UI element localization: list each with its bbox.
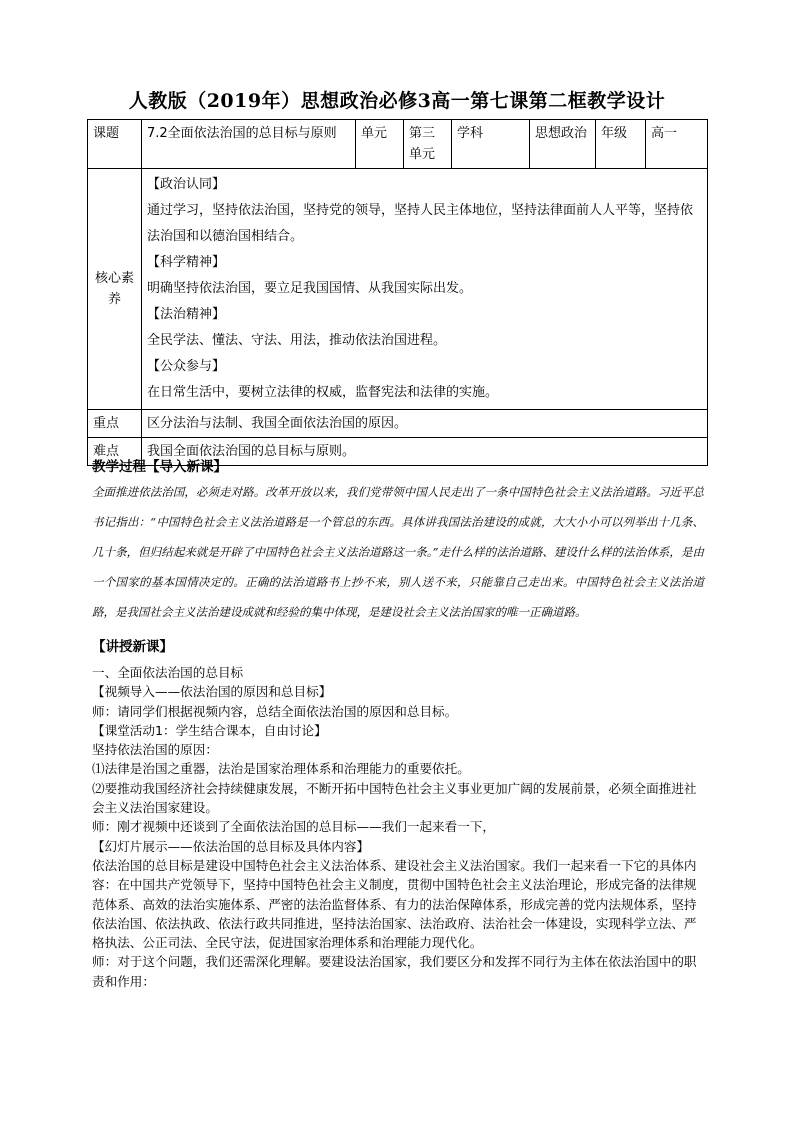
core-line: 全民学法、懂法、守法、用法，推动依法治国进程。 — [147, 333, 447, 348]
body-line: 师：请同学们根据视频内容，总结全面依法治国的原因和总目标。 — [92, 703, 458, 719]
table-row-key — [88, 410, 708, 438]
process-heading: 教学过程【导入新课】 — [92, 459, 227, 475]
key-label: 重点 — [88, 410, 142, 438]
core-line: 【科学精神】 — [147, 255, 226, 270]
core-label: 核心素养 — [88, 169, 142, 410]
topic-value: 7.2全面依法治国的总目标与原则 — [142, 120, 356, 169]
key-value: 区分法治与法制、我国全面依法治国的原因。 — [142, 410, 708, 438]
body-line: 【视频导入——依法治国的原因和总目标】 — [92, 684, 332, 700]
core-line: 【政治认同】 — [147, 177, 226, 192]
unit-value: 第三单元 — [404, 120, 452, 169]
subject-label: 学科 — [452, 120, 530, 169]
body-line: 一、全面依法治国的总目标 — [92, 665, 244, 680]
body-line: 【课堂活动1：学生结合课本，自由讨论】 — [92, 722, 327, 738]
body-line: 依法治国的总目标是建设中国特色社会主义法治体系、建设社会主义法治国家。我们一起来看一下它的具体内容：在中国共产党领导下，坚持中国特色社会主义制度，贯彻中国特色社会主义法治理论，形成完备的法律规范体系、高效的法治实施体系、严密的法治监督体系、有力的法治保障体系，形成完善的党内法规体系，坚持依法治国、依法执政、依法行政共同推进，坚持法治国家、法治政府、法治社会一体建设，实现科学立法、严格执法、公正司法、全民守法，促进国家治理体系和治理能力现代化。 — [92, 857, 697, 951]
core-line: 【公众参与】 — [147, 359, 226, 374]
body-line: ⑴法律是治国之重器，法治是国家治理体系和治理能力的重要依托。 — [92, 761, 470, 777]
core-line: 在日常生活中，要树立法律的权威，监督宪法和法律的实施。 — [147, 385, 499, 400]
core-content — [142, 169, 708, 410]
table-row-core — [88, 169, 708, 410]
difficult-value: 我国全面依法治国的总目标与原则。 — [142, 438, 708, 466]
page-title: 人教版（2019年）思想政治必修3高一第七课第二框教学设计 — [128, 90, 666, 112]
lecture-heading: 【讲授新课】 — [92, 639, 173, 655]
unit-label: 单元 — [356, 120, 404, 169]
difficult-label: 难点 — [88, 438, 142, 466]
table-row-topic — [88, 120, 708, 169]
body-line: 师：对于这个问题，我们还需深化理解。要建设法治国家，我们要区分和发挥不同行为主体在依法治国中的职责和作用： — [92, 954, 697, 989]
core-line: 明确坚持依法治国，要立足我国国情、从我国实际出发。 — [147, 281, 473, 296]
lecture-body — [92, 663, 704, 991]
core-line: 【法治精神】 — [147, 307, 226, 322]
body-line: 坚持依法治国的原因： — [92, 742, 218, 758]
subject-value: 思想政治 — [530, 120, 596, 169]
core-line: 通过学习，坚持依法治国，坚持党的领导，坚持人民主体地位，坚持法律面前人人平等，坚持依法治国和以德治国相结合。 — [147, 203, 694, 244]
grade-value: 高一 — [646, 120, 708, 169]
intro-paragraph: 全面推进依法治国，必须走对路。改革开放以来，我们党带领中国人民走出了一条中国特色社会主义法治道路。习近平总书记指出：“中国特色社会主义法治道路是一个管总的东西。具体讲我国法治建设的成就，大大小小可以列举出十几条、几十条，但归结起来就是开辟了中国特色社会主义法治道路这一条。”走什么样的法治道路、建设什么样的法治体系，是由一个国家的基本国情决定的。正确的法治道路书上抄不来，别人送不来，只能靠自己走出来。中国特色社会主义法治道路，是我国社会主义法治建设成就和经验的集中体现，是建设社会主义法治国家的唯一正确道路。 — [92, 485, 704, 619]
intro-section — [92, 477, 704, 627]
body-line: ⑵要推动我国经济社会持续健康发展，不断开拓中国特色社会主义事业更加广阔的发展前景，必须全面推进社会主义法治国家建设。 — [92, 780, 697, 816]
lesson-info-table — [87, 119, 708, 466]
teaching-process — [92, 457, 704, 991]
grade-label: 年级 — [596, 120, 646, 169]
topic-label: 课题 — [88, 120, 142, 169]
body-line: 师：刚才视频中还谈到了全面依法治国的总目标——我们一起来看一下， — [92, 819, 495, 835]
body-line: 【幻灯片展示——依法治国的总目标及具体内容】 — [92, 838, 370, 854]
